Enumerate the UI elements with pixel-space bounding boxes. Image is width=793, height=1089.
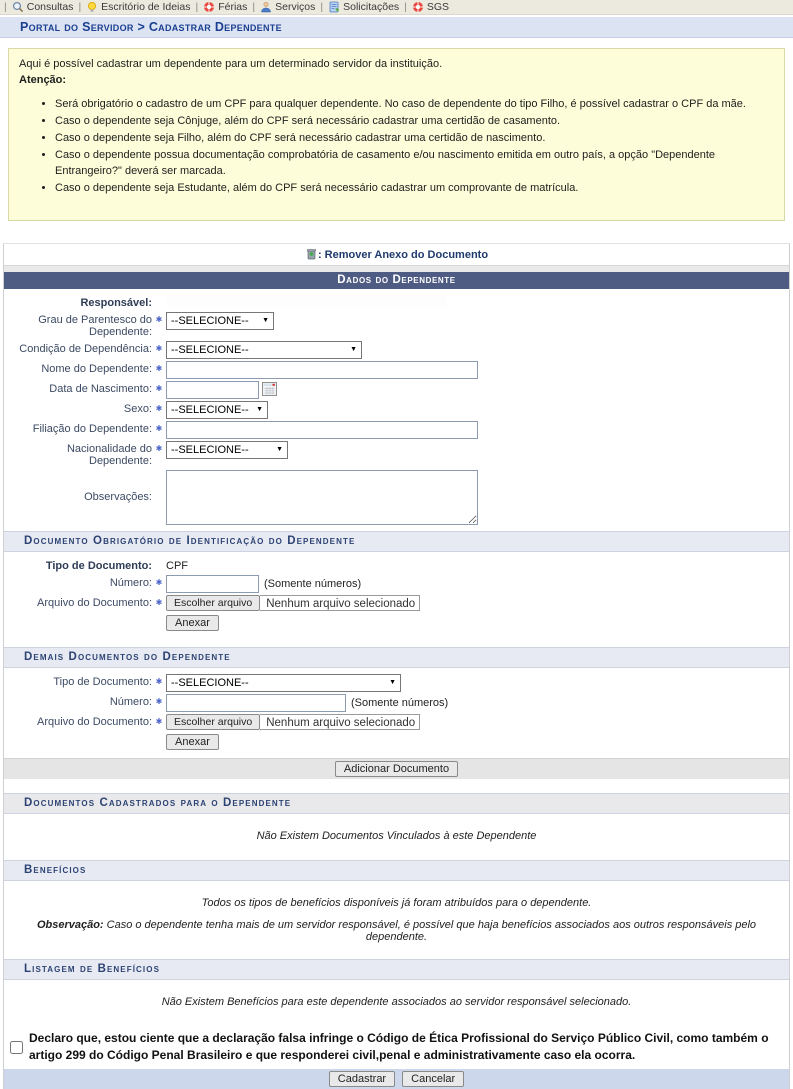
responsavel-value	[166, 295, 446, 307]
select-value: --SELECIONE--	[171, 315, 249, 327]
section-header-dados-do-dependente	[4, 272, 789, 289]
info-intro-line: Aqui é possível cadastrar um dependente para um determinado servidor da instituição.	[19, 57, 774, 73]
field-row-filiacao	[4, 420, 789, 439]
spacer	[4, 639, 789, 647]
demais-documentos-form	[4, 668, 789, 758]
field-row-nacionalidade	[4, 440, 789, 468]
divider-strip	[4, 265, 789, 272]
menu-item-solicitacoes[interactable]	[328, 1, 399, 13]
menu-separator: |	[252, 1, 255, 13]
numero-cpf-input[interactable]	[166, 575, 259, 593]
observacoes-textarea[interactable]	[166, 470, 478, 525]
menu-item-label: Consultas	[27, 1, 74, 13]
data-nascimento-input[interactable]	[166, 381, 259, 399]
numero-label: Número:	[4, 693, 152, 709]
section-header-demais-documentos	[4, 647, 789, 668]
field-row-nome	[4, 360, 789, 379]
document-icon	[328, 1, 340, 13]
nacionalidade-select[interactable]	[166, 441, 288, 459]
menu-item-sgs[interactable]	[412, 1, 449, 13]
spacer	[152, 469, 166, 473]
menu-item-label: SGS	[427, 1, 449, 13]
person-icon	[260, 1, 272, 13]
required-star-icon: ✱	[152, 574, 166, 587]
nome-dependente-input[interactable]	[166, 361, 478, 379]
info-bullet: • Caso o dependente seja Estudante, além do CPF será necessário cadastrar um comprovante de matrícula.	[55, 181, 774, 197]
field-row-arquivo-cpf	[4, 594, 789, 611]
spacer	[4, 779, 789, 793]
observacao-label: Observação:	[37, 919, 104, 931]
lifebuoy-icon	[412, 1, 424, 13]
chevron-down-icon: ▼	[276, 446, 283, 453]
chevron-down-icon: ▼	[262, 317, 269, 324]
field-row-sexo	[4, 400, 789, 419]
cadastrar-button[interactable]: Cadastrar	[329, 1071, 395, 1087]
menu-separator: |	[320, 1, 323, 13]
required-star-icon: ✱	[152, 693, 166, 706]
declaration-checkbox[interactable]	[10, 1032, 23, 1064]
required-star-icon: ✱	[152, 360, 166, 373]
anexar-button[interactable]: Anexar	[166, 615, 219, 631]
sexo-label: Sexo:	[4, 400, 152, 416]
adicionar-documento-bar	[4, 758, 789, 779]
escolher-arquivo-button[interactable]: Escolher arquivo	[166, 595, 260, 611]
required-star-icon: ✱	[152, 311, 166, 324]
arquivo-documento-label: Arquivo do Documento:	[4, 594, 152, 610]
spacer	[152, 294, 166, 298]
section-title: Demais Documentos do Dependente	[24, 651, 231, 663]
grau-parentesco-select[interactable]	[166, 312, 274, 330]
info-bullet-list	[55, 97, 774, 197]
section-title: Dados do Dependente	[337, 274, 455, 286]
required-star-icon: ✱	[152, 400, 166, 413]
file-status-text: Nenhum arquivo selecionado	[260, 595, 420, 611]
menu-item-servicos[interactable]	[260, 1, 315, 13]
numero-hint: (Somente números)	[264, 578, 361, 590]
file-status-text: Nenhum arquivo selecionado	[260, 714, 420, 730]
data-nascimento-label: Data de Nascimento:	[4, 380, 152, 396]
numero-hint: (Somente números)	[351, 697, 448, 709]
breadcrumb	[0, 17, 793, 38]
declaration-text: Declaro que, estou ciente que a declaração falsa infringe o Código de Ética Profissional do Serviço Público Civil, como também o artigo 299 do Código Penal Brasileiro e que responderei civil,penal e administrativamente caso ela ocorra.	[29, 1030, 783, 1064]
legend-text: : Remover Anexo do Documento	[318, 249, 488, 261]
section-title: Listagem de Benefícios	[24, 963, 160, 975]
beneficios-observacao	[4, 917, 789, 959]
arquivo-demais-file-input[interactable]	[166, 714, 420, 730]
select-value: --SELECIONE--	[171, 404, 249, 416]
sexo-select[interactable]	[166, 401, 268, 419]
field-row-numero-cpf	[4, 574, 789, 593]
required-star-icon: ✱	[152, 713, 166, 726]
menu-separator: |	[195, 1, 198, 13]
form-footer-bar	[4, 1069, 789, 1089]
lifebuoy-icon	[203, 1, 215, 13]
required-star-icon: ✱	[152, 673, 166, 686]
menu-item-label: Férias	[218, 1, 247, 13]
chevron-down-icon: ▼	[256, 406, 263, 413]
observacoes-label: Observações:	[4, 469, 152, 504]
required-star-icon: ✱	[152, 420, 166, 433]
menu-item-ferias[interactable]	[203, 1, 247, 13]
dependente-form	[4, 289, 789, 532]
beneficios-info-message: Todos os tipos de benefícios disponíveis já foram atribuídos para o dependente.	[4, 881, 789, 917]
info-bullet: • Caso o dependente seja Filho, além do CPF será necessário cadastrar uma certidão de nascimento.	[55, 131, 774, 147]
info-box	[8, 48, 785, 221]
chevron-down-icon: ▼	[350, 346, 357, 353]
select-value: --SELECIONE--	[171, 677, 249, 689]
section-header-documento-obrigatorio	[4, 531, 789, 552]
info-bullet: • Será obrigatório o cadastro de um CPF para qualquer dependente. No caso de dependente do tipo Filho, é possível cadastrar o CPF da mãe.	[55, 97, 774, 113]
required-star-icon: ✱	[152, 380, 166, 393]
arquivo-cpf-file-input[interactable]	[166, 595, 420, 611]
field-row-data-nascimento	[4, 380, 789, 399]
search-icon	[12, 1, 24, 13]
menu-item-escritorio-de-ideias[interactable]	[86, 1, 190, 13]
responsavel-label: Responsável:	[4, 294, 152, 310]
bulb-icon	[86, 1, 98, 13]
chevron-down-icon: ▼	[389, 679, 396, 686]
select-value: --SELECIONE--	[171, 444, 249, 456]
menu-item-consultas[interactable]	[12, 1, 74, 13]
main-form-panel	[3, 243, 790, 1089]
breadcrumb-text: Portal do Servidor > Cadastrar Dependente	[20, 20, 282, 34]
required-star-icon: ✱	[152, 440, 166, 453]
menu-item-label: Solicitações	[343, 1, 399, 13]
section-title: Documentos Cadastrados para o Dependente	[24, 797, 291, 809]
section-title: Benefícios	[24, 864, 86, 876]
filiacao-label: Filiação do Dependente:	[4, 420, 152, 436]
tipo-documento-label: Tipo de Documento:	[4, 673, 152, 689]
field-row-observacoes	[4, 469, 789, 528]
info-bullet: • Caso o dependente possua documentação comprobatória de casamento e/ou nascimento emitida em outro país, a opção "Dependente Entrangeiro?" deverá ser marcada.	[55, 148, 774, 180]
calendar-icon[interactable]	[262, 382, 277, 399]
required-star-icon: ✱	[152, 594, 166, 607]
nacionalidade-label: Nacionalidade do Dependente:	[4, 440, 152, 468]
nome-dependente-label: Nome do Dependente:	[4, 360, 152, 376]
documento-obrigatorio-form	[4, 552, 789, 639]
menu-separator: |	[4, 1, 7, 13]
menu-separator: |	[404, 1, 407, 13]
cancelar-button[interactable]: Cancelar	[402, 1071, 464, 1087]
legend-remove-attachment	[4, 244, 789, 265]
field-row-condicao-dependencia	[4, 340, 789, 359]
numero-demais-input[interactable]	[166, 694, 346, 712]
field-row-grau-parentesco	[4, 311, 789, 339]
top-menu-bar	[0, 0, 793, 15]
field-row-responsavel	[4, 294, 789, 310]
tipo-documento-value: CPF	[166, 557, 789, 572]
listagem-empty-message: Não Existem Benefícios para este dependente associados ao servidor responsável selecionado.	[4, 980, 789, 1026]
section-header-listagem-beneficios	[4, 959, 789, 980]
info-attention-label: Atenção:	[19, 73, 774, 89]
documentos-empty-message: Não Existem Documentos Vinculados à este Dependente	[4, 814, 789, 860]
menu-separator: |	[78, 1, 81, 13]
field-row-numero-demais	[4, 693, 789, 712]
grau-parentesco-label: Grau de Parentesco do Dependente:	[4, 311, 152, 339]
field-row-tipo-documento-cpf	[4, 557, 789, 573]
adicionar-documento-button[interactable]: Adicionar Documento	[335, 761, 458, 777]
spacer	[152, 557, 166, 561]
numero-label: Número:	[4, 574, 152, 590]
menu-item-label: Escritório de Ideias	[101, 1, 190, 13]
required-star-icon: ✱	[152, 340, 166, 353]
field-row-tipo-documento-demais	[4, 673, 789, 692]
section-title: Documento Obrigatório de Identificação do Dependente	[24, 535, 355, 547]
declaration-row	[4, 1026, 789, 1070]
escolher-arquivo-button[interactable]: Escolher arquivo	[166, 714, 260, 730]
trash-icon	[305, 249, 318, 261]
observacao-text: Caso o dependente tenha mais de um servidor responsável, é possível que haja benefícios associados aos outros responsáveis pelo dependente.	[104, 919, 756, 943]
anexar-button[interactable]: Anexar	[166, 734, 219, 750]
section-header-documentos-cadastrados	[4, 793, 789, 814]
condicao-dependencia-label: Condição de Dependência:	[4, 340, 152, 356]
condicao-dependencia-select[interactable]	[166, 341, 362, 359]
menu-item-label: Serviços	[275, 1, 315, 13]
filiacao-input[interactable]	[166, 421, 478, 439]
tipo-documento-label: Tipo de Documento:	[4, 557, 152, 573]
field-row-arquivo-demais	[4, 713, 789, 730]
arquivo-documento-label: Arquivo do Documento:	[4, 713, 152, 729]
select-value: --SELECIONE--	[171, 344, 249, 356]
section-header-beneficios	[4, 860, 789, 881]
tipo-documento-select[interactable]	[166, 674, 401, 692]
info-bullet: • Caso o dependente seja Cônjuge, além do CPF será necessário cadastrar uma certidão de casamento.	[55, 114, 774, 130]
